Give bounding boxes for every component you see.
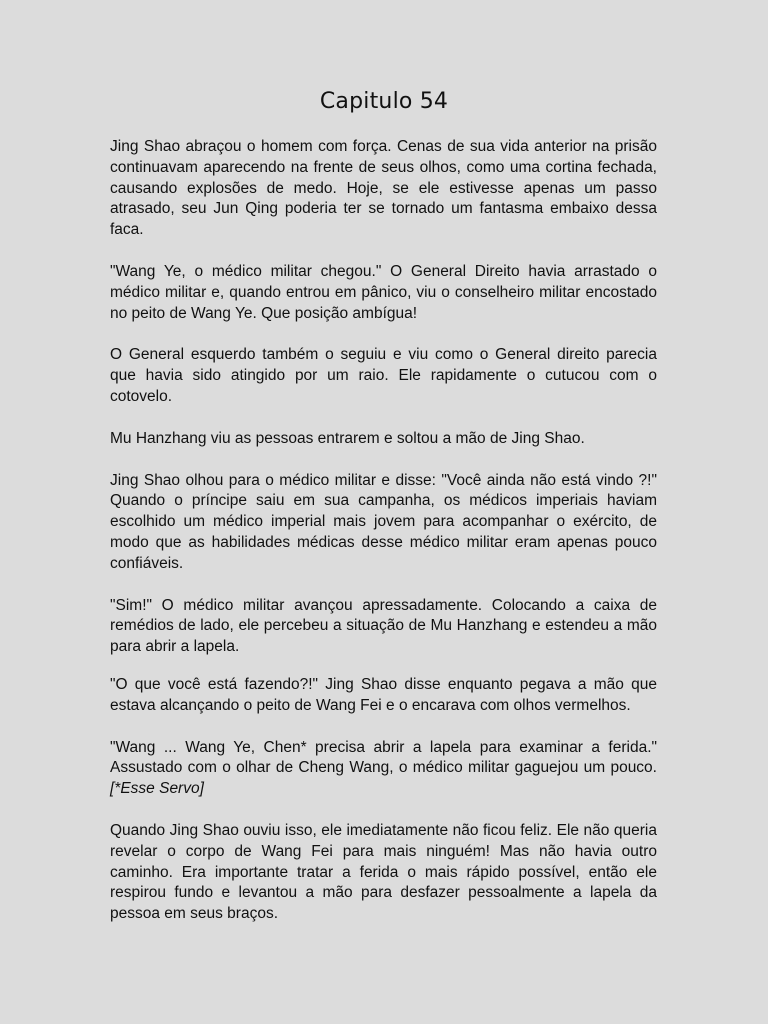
paragraph-2: "Wang Ye, o médico militar chegou." O General Direito havia arrastado o médico militar e, quando entrou em pânico, viu o conselheiro militar encostado no peito de Wang Ye. Que posição ambígua!: [110, 262, 657, 322]
chapter-title: Capitulo 54: [319, 89, 449, 114]
paragraph-3: O General esquerdo também o seguiu e viu como o General direito parecia que havia sido atingido por um raio. Ele rapidamente o cutucou com o cotovelo.: [110, 346, 657, 405]
paragraph-7: "O que você está fazendo?!" Jing Shao disse enquanto pegava a mão que estava alcançando o peito de Wang Fei e o encarava com olhos vermelhos.: [110, 675, 657, 714]
paragraph-5: Jing Shao olhou para o médico militar e disse: "Você ainda não está vindo ?!" Quando o príncipe saiu em sua campanha, os médicos imperiais haviam escolhido um médico imperial mais jovem para acompanhar o exército, de modo que as habilidades médicas desse médico militar eram apenas pouco confiáveis.: [110, 471, 657, 572]
paragraph-4: Mu Hanzhang viu as pessoas entrarem e soltou a mão de Jing Shao.: [110, 429, 585, 447]
paragraph-6: "Sim!" O médico militar avançou apressadamente. Colocando a caixa de remédios de lado, ele percebeu a situação de Mu Hanzhang e estendeu a mão para abrir a lapela.: [110, 596, 657, 656]
footnote: [*Esse Servo]: [110, 780, 204, 798]
paragraph-8: [110, 738, 657, 800]
paragraph-9: Quando Jing Shao ouviu isso, ele imediatamente não ficou feliz. Ele não queria revelar o corpo de Wang Fei para mais ninguém! Mas não havia outro caminho. Era importante tratar a ferida o mais rápido possível, então ele respirou fundo e levantou a mão para desfazer pessoalmente a lapela da pessoa em seus braços.: [110, 821, 657, 923]
paragraph-1: Jing Shao abraçou o homem com força. Cenas de sua vida anterior na prisão continuavam aparecendo na frente de seus olhos, como uma cortina fechada, causando explosões de medo. Hoje, se ele estivesse apenas um passo atrasado, seu Jun Qing poderia ter se tornado um fantasma embaixo dessa faca.: [110, 138, 657, 239]
chapter-body: [110, 137, 657, 946]
paragraph-8-text: "Wang ... Wang Ye, Chen* precisa abrir a lapela para examinar a ferida." Assustado com o olhar de Cheng Wang, o médico militar gaguejou um pouco.: [110, 738, 657, 777]
